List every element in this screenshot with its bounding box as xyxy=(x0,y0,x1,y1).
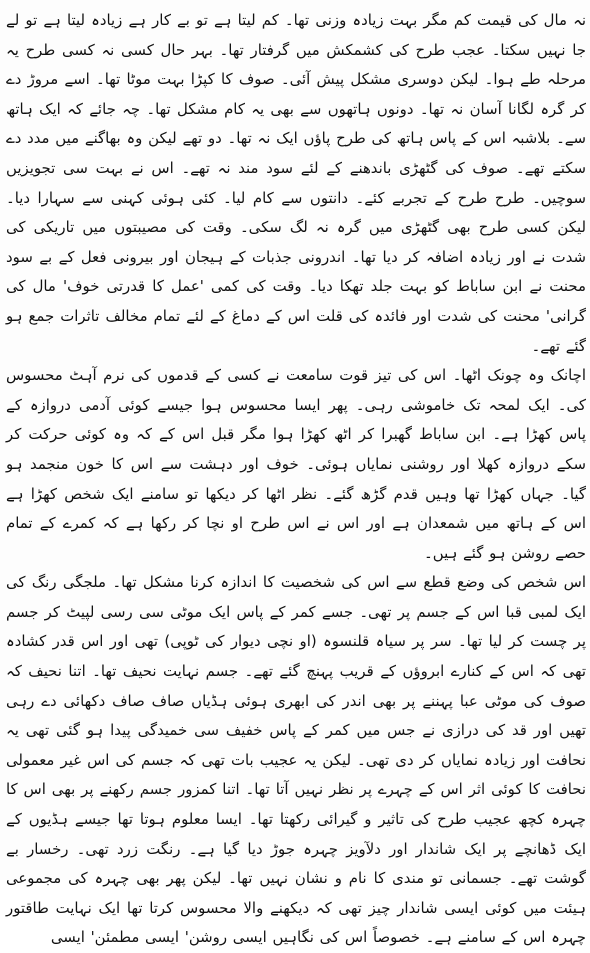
paragraph-3: اس شخص کی وضع قطع سے اس کی شخصیت کا اندازہ کرنا مشکل تھا۔ ملجگی رنگ کی ایک لمبی قبا اس کے جسم پر تھی۔ جسے کمر کے پاس ایک موٹی سی رسی لپیٹ کر جسم پر چست کر لیا تھا۔ سر پر سیاہ قلنسوہ (او نچی دیوار کی ٹوپی) تھی اور اس قدر کشادہ تھی کہ اس کے کنارے ابروؤں کے قریب پہنچ گئے تھے۔ جسم نہایت نحیف تھا۔ اتنا نحیف کہ صوف کی موٹی عبا پہننے پر بھی اندر کی ابھری ہوئی ہڈیاں صاف صاف دکھائی دے رہی تھیں اور قد کی درازی نے جس میں کمر کے پاس خفیف سی خمیدگی پیدا ہو گئی تھی یہ نحافت اور زیادہ نمایاں کر دی تھی۔ لیکن یہ عجیب بات تھی کہ جسم کی اس غیر معمولی نحافت کا کوئی اثر اس کے چہرے پر نظر نہیں آتا تھا۔ اتنا کمزور جسم رکھنے پر بھی اس کا چہرہ کچھ عجیب طرح کی تاثیر و گیرائی رکھتا تھا۔ ایسا معلوم ہوتا تھا جیسے ہڈیوں کے ایک ڈھانچے پر ایک شاندار اور دلآویز چہرہ جوڑ دیا گیا ہے۔ رنگت زرد تھی۔ رخسار بے گوشت تھے۔ جسمانی تو مندی کا نام و نشان نہیں تھا۔ لیکن پھر بھی چہرہ کی مجموعی ہیئت میں کوئی ایسی شاندار چیز تھی کہ دیکھنے والا محسوس کرتا تھا ایک نہایت طاقتور چہرہ اس کے سامنے ہے۔ خصوصاً اس کی نگاہیں ایسی روشن' ایسی مطمئن' ایسی xyxy=(6,573,586,947)
paragraph-1: نہ مال کی قیمت کم مگر بہت زیادہ وزنی تھا۔ کم لیتا ہے تو بے کار ہے زیادہ لیتا ہے تو لے جا نہیں سکتا۔ عجب طرح کی کشمکش میں گرفتار تھا۔ بہر حال کسی نہ کسی طرح یہ مرحلہ طے ہوا۔ لیکن دوسری مشکل پیش آئی۔ صوف کا کپڑا بہت موٹا تھا۔ اسے مروڑ دے کر گرہ لگانا آسان نہ تھا۔ دونوں ہاتھوں سے بھی یہ کام مشکل تھا۔ چہ جائے کہ ایک ہاتھ سے۔ بلاشبہ اس کے پاس ہاتھ کی طرح پاؤں ایک نہ تھا۔ دو تھے لیکن وہ بھاگنے میں مدد دے سکتے تھے۔ صوف کی گٹھڑی باندھنے کے لئے سود مند نہ تھے۔ اس نے بہت سی تجویزیں سوچیں۔ طرح طرح کے تجربے کئے۔ دانتوں سے کام لیا۔ کئی ہوئی کہنی سے سہارا دیا۔ لیکن کسی طرح بھی گٹھڑی میں گرہ نہ لگ سکی۔ وقت کی مصیبتوں میں تاریکی کی شدت نے اور زیادہ اضافہ کر دیا تھا۔ اندرونی جذبات کے ہیجان اور بیرونی فعل کے بے سود محنت نے ابن ساباط کو بہت جلد تھکا دیا۔ وقت کی کمی 'عمل کا قدرتی خوف' مال کی گرانی' محنت کی شدت اور فائدہ کی قلت اس کے دماغ کے لئے تمام مخالف تاثرات جمع ہو گئے تھے۔ xyxy=(6,11,586,355)
paragraph-2: اچانک وہ چونک اٹھا۔ اس کی تیز قوت سامعت نے کسی کے قدموں کی نرم آہٹ محسوس کی۔ ایک لمحہ تک خاموشی رہی۔ پھر ایسا محسوس ہوا جیسے کوئی آدمی دروازہ کے پاس کھڑا ہے۔ ابن ساباط گھبرا کر اٹھ کھڑا ہوا مگر قبل اس کے کہ وہ کوئی حرکت کر سکے دروازہ کھلا اور روشنی نمایاں ہوئی۔ خوف اور دہشت سے اس کا خون منجمد ہو گیا۔ جہاں کھڑا تھا وہیں قدم گڑھ گئے۔ نظر اٹھا کر دیکھا تو سامنے ایک شخص کھڑا ہے اس کے ہاتھ میں شمعدان ہے اور اس نے اس طرح او نچا کر رکھا ہے کہ کمرے کے تمام حصے روشن ہو گئے ہیں۔ xyxy=(6,366,586,562)
